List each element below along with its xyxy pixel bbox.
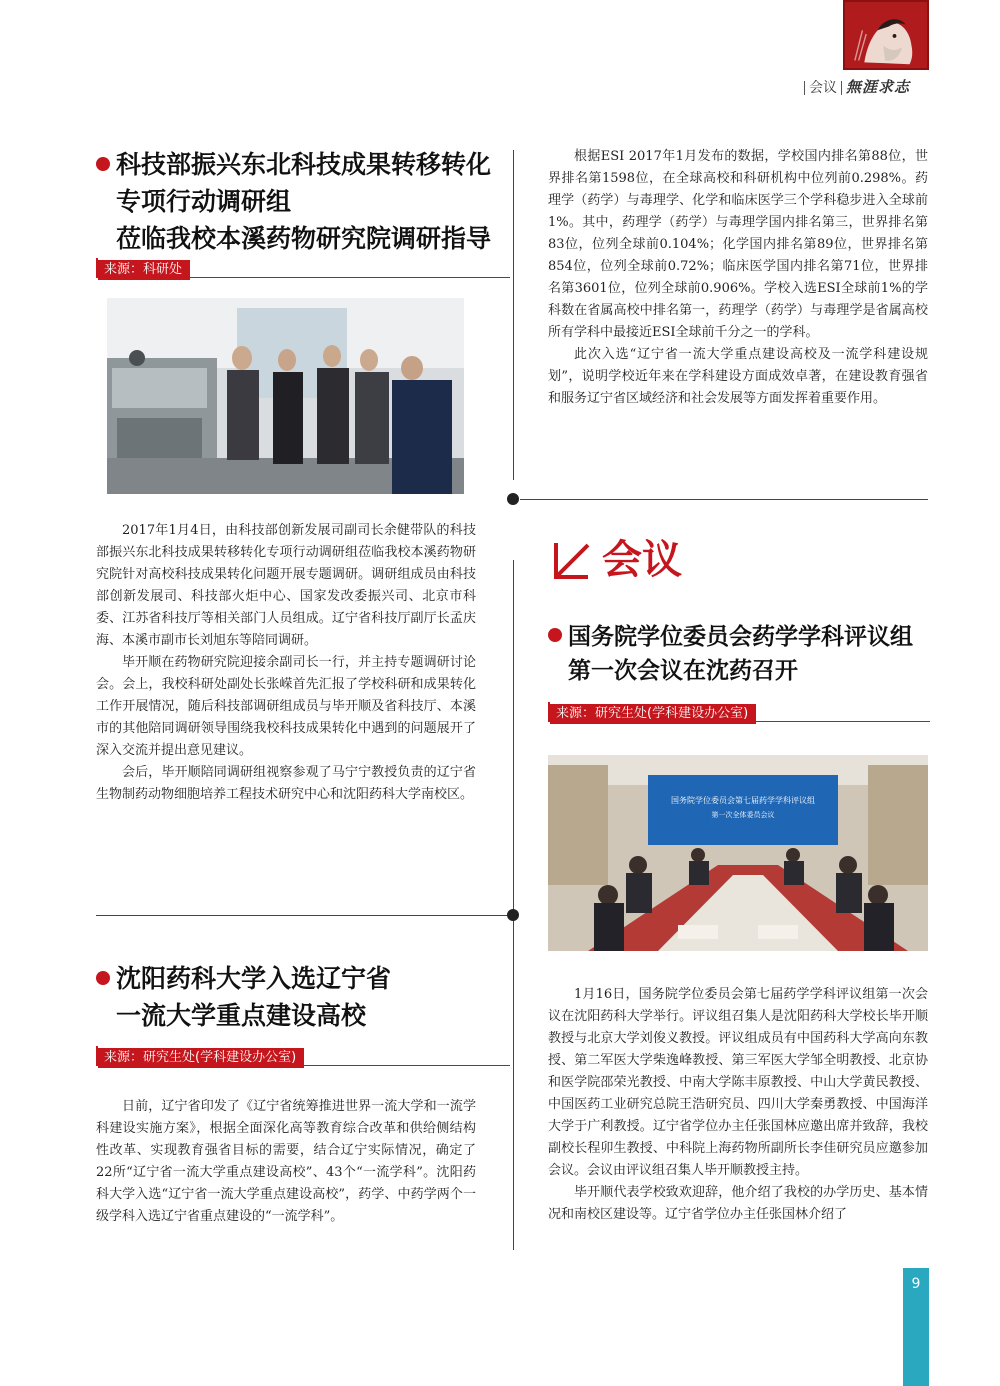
- article-2-source-tag: 来源：研究生处(学科建设办公室): [98, 1048, 304, 1068]
- divider-node: [507, 493, 519, 505]
- brand-logo-badge: [843, 0, 929, 70]
- article-3-source: [548, 702, 930, 722]
- article-1-body: [96, 520, 476, 806]
- article-1-title-line: 专项行动调研组: [116, 187, 292, 216]
- page-number: 9: [911, 1276, 921, 1292]
- article-2-paragraph: 根据ESI 2017年1月发布的数据，学校国内排名第88位，世界排名第1598位，在全球高校和科研机构中位列前0.298%。药理学（药学）与毒理学、化学和临床医学三个学科稳步进入全球前1%。其中，药理学（药学）与毒理学国内排名第三，世界排名第83位，位列全球前0.104%；化学国内排名第89位，世界排名第854位，位列全球前0.72%；临床医学国内排名第71位，世界排名第3601位，位列全球前0.906%。学校入选ESI全球前1%的学科数在省属高校中排名第一，药理学（药学）与毒理学是省属高校所有学科中最接近ESI全球前千分之一的学科。: [548, 149, 928, 340]
- section-divider-right: [520, 499, 928, 500]
- header-section-text: 会议: [809, 80, 837, 96]
- article-2-title-line: 沈阳药科大学入选辽宁省: [116, 964, 392, 993]
- article-1-paragraph: 2017年1月4日，由科技部创新发展司副司长余健带队的科技部振兴东北科技成果转移转化专项行动调研组莅临我校本溪药物研究院针对高校科技成果转化问题开展专题调研。调研组成员由科技部创新发展司、科技部火炬中心、国家发改委振兴司、北京市科委、江苏省科技厅等相关部门人员组成。辽宁省科技厅副厅长孟庆海、本溪市副市长刘旭东等陪同调研。: [96, 523, 476, 648]
- divider-node: [507, 909, 519, 921]
- article-2-continued-body: [548, 146, 928, 410]
- header-section-label: [800, 76, 930, 97]
- bullet-dot-icon: [96, 157, 110, 171]
- article-3-paragraph: 1月16日，国务院学位委员会第七届药学学科评议组第一次会议在沈阳药科大学举行。评议组召集人是沈阳药科大学校长毕开顺教授与北京大学刘俊义教授。评议组成员有中国药科大学高向东教授、第二军医大学柴逸峰教授、第三军医大学邹全明教授、北京协和医学院邵荣光教授、中南大学陈丰原教授、中山大学黄民教授、中国医药工业研究总院王浩研究员、四川大学秦勇教授、中国海洋大学于广利教授。辽宁省学位办主任张国林应邀出席并致辞，我校副校长程卯生教授、中科院上海药物所副所长李佳研究员应邀参加会议。会议由评议组召集人毕开顺教授主持。: [548, 987, 928, 1178]
- section-header: [548, 535, 848, 585]
- meeting-photo: [548, 755, 928, 951]
- article-1-title-line: 科技部振兴东北科技成果转移转化: [116, 150, 492, 179]
- article-2-body: [96, 1096, 476, 1228]
- section-title: 会议: [602, 537, 682, 583]
- column-divider-top: [513, 150, 514, 480]
- article-1-title-line: 莅临我校本溪药物研究院调研指导: [116, 224, 492, 253]
- bullet-dot-icon: [96, 971, 110, 985]
- article-2-title-line: 一流大学重点建设高校: [116, 1001, 367, 1030]
- article-2-paragraph: 日前，辽宁省印发了《辽宁省统筹推进世界一流大学和一流学科建设实施方案》，根据全面深化高等教育综合改革和供给侧结构性改革、实现教育强省目标的需要，结合辽宁实际情况，确定了22所“辽宁省一流大学重点建设高校”、43个“一流学科”。沈阳药科大学入选“辽宁省一流大学重点建设高校”，药学、中药学两个一级学科入选辽宁省重点建设的“一流学科”。: [96, 1099, 476, 1224]
- bullet-dot-icon: [548, 628, 562, 642]
- article-3-source-tag: 来源：研究生处(学科建设办公室): [550, 704, 756, 724]
- article-3-title[interactable]: [548, 620, 928, 688]
- article-2-title[interactable]: [96, 960, 496, 1034]
- arrow-down-right-icon: [548, 539, 592, 583]
- source-underline: [550, 721, 930, 722]
- article-1-source: [96, 258, 510, 278]
- source-underline: [98, 1065, 510, 1066]
- banner-line-2: 第一次全体委员会议: [711, 811, 775, 819]
- article-3-title-line: 国务院学位委员会药学学科评议组: [568, 624, 913, 650]
- header-divider: [841, 81, 842, 95]
- article-3-photo: [548, 755, 928, 951]
- section-divider-left: [96, 915, 508, 916]
- article-3-paragraph: 毕开顺代表学校致欢迎辞，他介绍了我校的办学历史、基本情况和南校区建设等。辽宁省学位办主任张国林介绍了: [548, 1185, 928, 1222]
- article-1-source-tag: 来源：科研处: [98, 260, 190, 280]
- article-2-paragraph: 此次入选“辽宁省一流大学重点建设高校及一流学科建设规划”，说明学校近年来在学科建设方面成效卓著，在建设教育强省和服务辽宁省区域经济和社会发展等方面发挥着重要作用。: [548, 347, 928, 406]
- banner-line-1: 国务院学位委员会第七届药学学科评议组: [671, 796, 815, 805]
- article-1-photo: [107, 298, 464, 494]
- article-1-paragraph: 会后，毕开顺陪同调研组视察参观了马宁宁教授负责的辽宁省生物制药动物细胞培养工程技术研究中心和沈阳药科大学南校区。: [96, 765, 476, 802]
- article-2-source: [96, 1046, 510, 1066]
- lab-visit-photo: [107, 298, 464, 494]
- header-divider: [804, 81, 805, 95]
- article-3-title-line: 第一次会议在沈药召开: [568, 658, 798, 684]
- column-divider-bottom: [513, 560, 514, 1250]
- article-1-title[interactable]: [96, 146, 496, 257]
- header-brand-text: 無涯求志: [846, 78, 911, 96]
- scholar-portrait-icon: [845, 2, 927, 68]
- article-1-paragraph: 毕开顺在药物研究院迎接余副司长一行，并主持专题调研讨论会。会上，我校科研处副处长张嵘首先汇报了学校科研和成果转化工作开展情况，随后科技部调研组成员与毕开顺及省科技厅、本溪市的其他陪同调研领导围绕我校科技成果转化中遇到的问题展开了深入交流并提出意见建议。: [96, 655, 476, 758]
- source-underline: [98, 277, 510, 278]
- article-3-body: [548, 984, 928, 1226]
